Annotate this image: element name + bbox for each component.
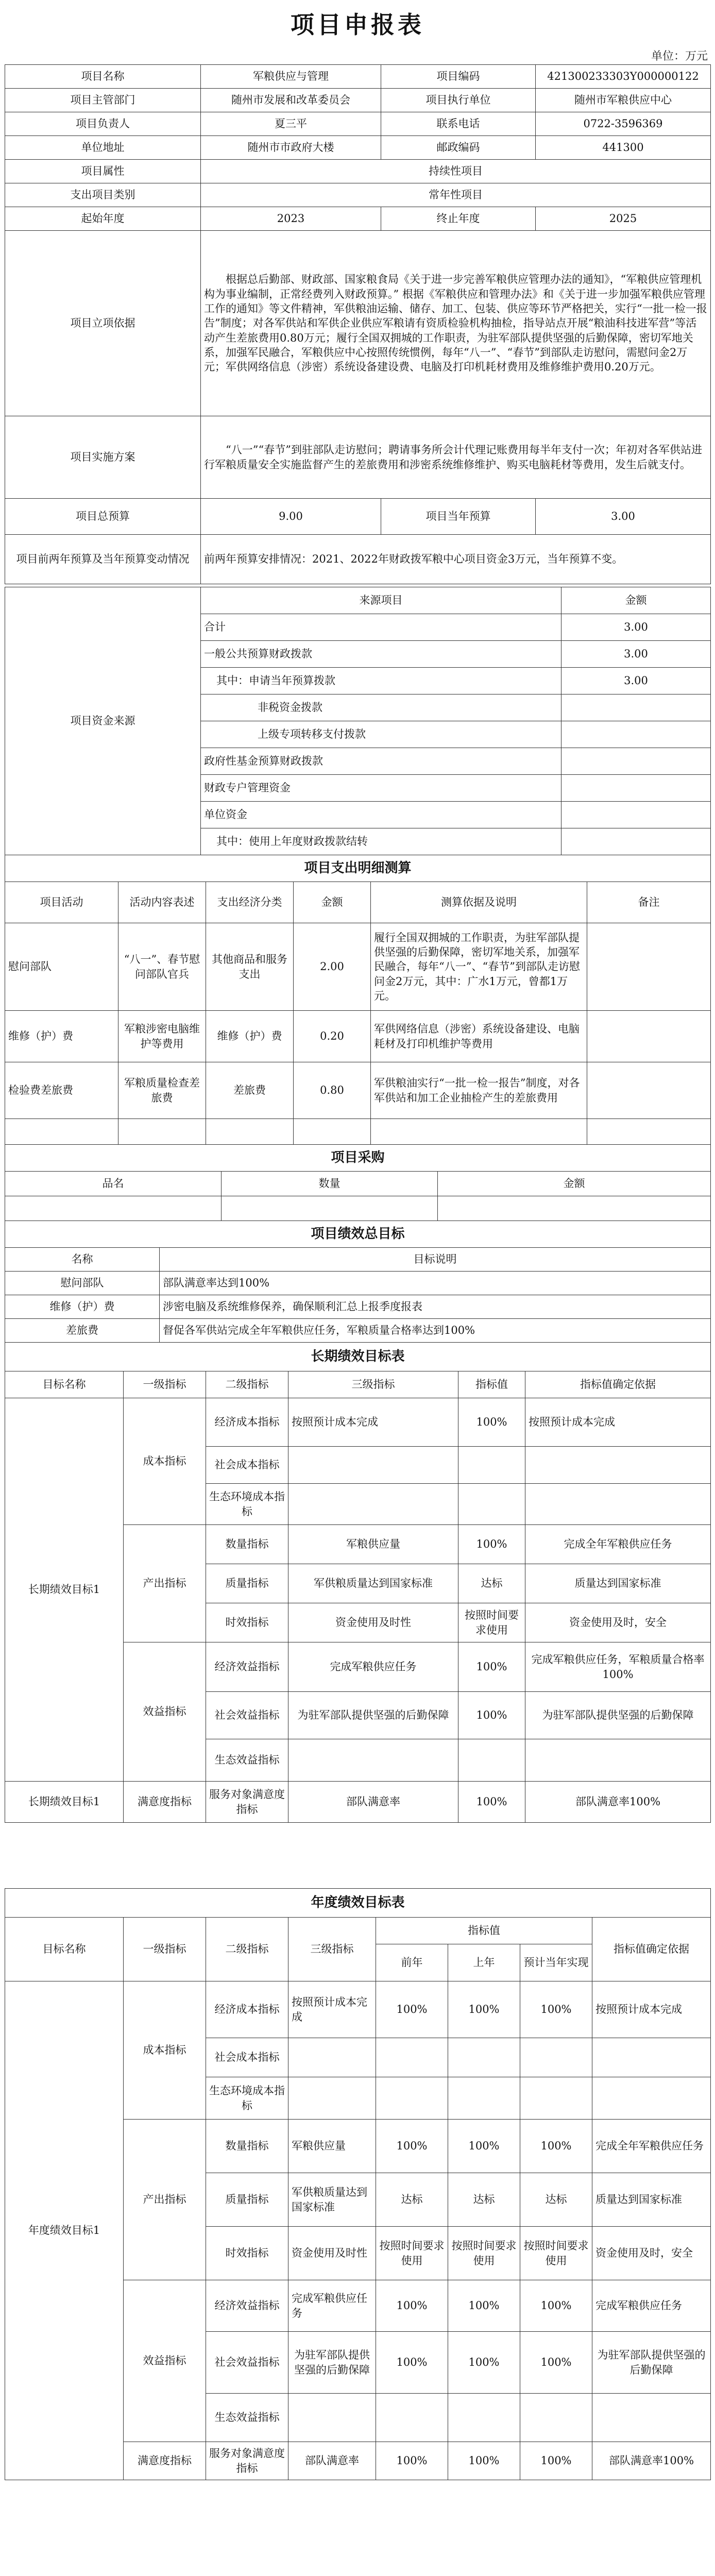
annual-v2: 100% xyxy=(448,2120,520,2173)
annual-v3: 100% xyxy=(520,2442,592,2480)
long-header: 指标值确定依据 xyxy=(525,1371,711,1398)
funding-row: 其中：申请当年预算拨款 xyxy=(201,668,561,694)
annual-header: 二级指标 xyxy=(206,1918,288,1981)
annual-header: 指标值 xyxy=(376,1918,592,1944)
purchase-header: 数量 xyxy=(222,1172,438,1196)
long-l3: 完成军粮供应任务 xyxy=(288,1642,458,1692)
label-total: 项目总预算 xyxy=(5,499,201,535)
annual-l1-benefit: 效益指标 xyxy=(124,2280,206,2442)
expense-class: 差旅费 xyxy=(206,1062,294,1119)
long-l2: 时效指标 xyxy=(206,1603,288,1642)
long-header: 目标名称 xyxy=(5,1371,124,1398)
long-val: 100% xyxy=(458,1525,525,1564)
annual-l2: 社会效益指标 xyxy=(206,2332,288,2394)
expense-note xyxy=(587,923,711,1011)
label-attr: 项目属性 xyxy=(5,160,201,183)
long-val: 达标 xyxy=(458,1564,525,1603)
value-total: 9.00 xyxy=(201,499,381,535)
long-goal: 长期绩效目标1 xyxy=(5,1782,124,1823)
expense-note xyxy=(587,1062,711,1119)
label-code: 项目编码 xyxy=(381,65,536,89)
long-val: 100% xyxy=(458,1642,525,1692)
annual-v2: 100% xyxy=(448,2332,520,2394)
long-val: 100% xyxy=(458,1692,525,1739)
perf-name: 差旅费 xyxy=(5,1319,160,1343)
annual-v1 xyxy=(376,2038,448,2077)
perf-desc: 涉密电脑及系统维修保养，确保顺利汇总上报季度报表 xyxy=(160,1295,711,1319)
funding-row: 合计 xyxy=(201,614,561,641)
expense-basis: 军供网络信息（涉密）系统设备建设、电脑耗材及打印机维护等费用 xyxy=(371,1011,587,1062)
value-attr: 持续性项目 xyxy=(201,160,711,183)
long-l2: 生态环境成本指标 xyxy=(206,1484,288,1525)
long-l2: 生态效益指标 xyxy=(206,1739,288,1782)
annual-v2 xyxy=(448,2077,520,2120)
long-basis: 完成军粮供应任务，军粮质量合格率100% xyxy=(525,1642,711,1692)
annual-v3: 100% xyxy=(520,2120,592,2173)
annual-v3: 100% xyxy=(520,1981,592,2038)
long-header: 一级指标 xyxy=(124,1371,206,1398)
funding-row: 一般公共预算财政拨款 xyxy=(201,641,561,668)
expense-note xyxy=(587,1011,711,1062)
annual-l2: 服务对象满意度指标 xyxy=(206,2442,288,2480)
perf-header-desc: 目标说明 xyxy=(160,1248,711,1272)
annual-v2: 达标 xyxy=(448,2173,520,2227)
long-val xyxy=(458,1484,525,1525)
page-title: 项目申报表 xyxy=(291,11,424,39)
value-code: 421300233303Y000000122 xyxy=(536,65,711,89)
annual-l1-satisfaction: 满意度指标 xyxy=(124,2442,206,2480)
perf-desc: 部队满意率达到100% xyxy=(160,1272,711,1295)
annual-l3: 完成军粮供应任务 xyxy=(288,2280,376,2332)
long-l1-satisfaction: 满意度指标 xyxy=(124,1782,206,1823)
annual-basis: 完成军粮供应任务 xyxy=(592,2280,711,2332)
value-exec: 随州市军粮供应中心 xyxy=(536,89,711,112)
annual-v2 xyxy=(448,2394,520,2442)
expense-header: 测算依据及说明 xyxy=(371,882,587,923)
long-title: 长期绩效目标表 xyxy=(5,1343,711,1371)
annual-l3: 部队满意率 xyxy=(288,2442,376,2480)
long-l2: 质量指标 xyxy=(206,1564,288,1603)
annual-header: 上年 xyxy=(448,1944,520,1981)
long-val: 按照时间要求使用 xyxy=(458,1603,525,1642)
header-amount: 金额 xyxy=(561,587,711,614)
funding-amount: 3.00 xyxy=(561,641,711,668)
long-l1-benefit: 效益指标 xyxy=(124,1642,206,1782)
annual-v1: 100% xyxy=(376,2442,448,2480)
perf-desc: 督促各军供站完成全年军粮供应任务，军粮质量合格率达到100% xyxy=(160,1319,711,1343)
expense-activity: 检验费差旅费 xyxy=(5,1062,118,1119)
perf-header-name: 名称 xyxy=(5,1248,160,1272)
annual-v3 xyxy=(520,2394,592,2442)
label-type: 支出项目类别 xyxy=(5,183,201,207)
annual-basis: 完成全年军粮供应任务 xyxy=(592,2120,711,2173)
funding-row: 财政专户管理资金 xyxy=(201,775,561,802)
annual-l3: 为驻军部队提供坚强的后勤保障 xyxy=(288,2332,376,2394)
annual-v3 xyxy=(520,2038,592,2077)
funding-amount: 3.00 xyxy=(561,668,711,694)
long-l1-output: 产出指标 xyxy=(124,1525,206,1642)
annual-v1 xyxy=(376,2394,448,2442)
unit-label: 单位：万元 xyxy=(651,50,708,63)
label-addr: 单位地址 xyxy=(5,136,201,160)
annual-header: 目标名称 xyxy=(5,1918,124,1981)
funding-row: 非税资金拨款 xyxy=(201,694,561,721)
long-basis: 按照预计成本完成 xyxy=(525,1398,711,1447)
expense-content: 军粮质量检查差旅费 xyxy=(118,1062,206,1119)
long-l3: 为驻军部队提供坚强的后勤保障 xyxy=(288,1692,458,1739)
funding-amount xyxy=(561,721,711,748)
long-term-table xyxy=(5,1342,711,1823)
annual-title: 年度绩效目标表 xyxy=(5,1889,711,1918)
label-prev: 项目前两年预算及当年预算变动情况 xyxy=(5,535,201,584)
annual-l3 xyxy=(288,2077,376,2120)
annual-v2: 100% xyxy=(448,2442,520,2480)
value-phone: 0722-3596369 xyxy=(536,112,711,136)
long-basis: 部队满意率100% xyxy=(525,1782,711,1823)
expense-amount: 2.00 xyxy=(294,923,371,1011)
annual-v3: 100% xyxy=(520,2332,592,2394)
annual-l2: 经济成本指标 xyxy=(206,1981,288,2038)
expense-activity: 慰问部队 xyxy=(5,923,118,1011)
annual-v3: 达标 xyxy=(520,2173,592,2227)
annual-l2: 社会成本指标 xyxy=(206,2038,288,2077)
label-zip: 邮政编码 xyxy=(381,136,536,160)
long-basis xyxy=(525,1447,711,1484)
long-val xyxy=(458,1739,525,1782)
annual-v1: 达标 xyxy=(376,2173,448,2227)
long-header: 指标值 xyxy=(458,1371,525,1398)
long-basis: 为驻军部队提供坚强的后勤保障 xyxy=(525,1692,711,1739)
annual-l2: 经济效益指标 xyxy=(206,2280,288,2332)
long-l3 xyxy=(288,1484,458,1525)
long-goal: 长期绩效目标1 xyxy=(5,1398,124,1782)
label-leader: 项目负责人 xyxy=(5,112,201,136)
annual-basis xyxy=(592,2038,711,2077)
annual-l3: 军供粮质量达到国家标准 xyxy=(288,2173,376,2227)
label-curr: 项目当年预算 xyxy=(381,499,536,535)
annual-v1: 按照时间要求使用 xyxy=(376,2227,448,2280)
annual-l3: 军粮供应量 xyxy=(288,2120,376,2173)
long-l1-cost: 成本指标 xyxy=(124,1398,206,1525)
annual-l1-output: 产出指标 xyxy=(124,2120,206,2280)
header-source: 来源项目 xyxy=(201,587,561,614)
expense-header: 备注 xyxy=(587,882,711,923)
funding-table xyxy=(5,587,711,855)
funding-amount xyxy=(561,828,711,855)
value-zip: 441300 xyxy=(536,136,711,160)
long-basis xyxy=(525,1739,711,1782)
label-dept: 项目主管部门 xyxy=(5,89,201,112)
label-exec: 项目执行单位 xyxy=(381,89,536,112)
funding-amount xyxy=(561,775,711,802)
long-l3: 军供粮质量达到国家标准 xyxy=(288,1564,458,1603)
annual-v2: 按照时间要求使用 xyxy=(448,2227,520,2280)
annual-l3 xyxy=(288,2394,376,2442)
annual-v3: 100% xyxy=(520,2280,592,2332)
expense-class: 其他商品和服务支出 xyxy=(206,923,294,1011)
annual-l2: 时效指标 xyxy=(206,2227,288,2280)
long-l2: 数量指标 xyxy=(206,1525,288,1564)
annual-l1-cost: 成本指标 xyxy=(124,1981,206,2120)
expense-header: 支出经济分类 xyxy=(206,882,294,923)
purchase-title: 项目采购 xyxy=(5,1145,711,1172)
value-basis: 根据总后勤部、财政部、国家粮食局《关于进一步完善军粮供应管理办法的通知》，“军粮供应管理机构为事业编制，正常经费列入财政预算。” 根据《军粮供应和管理办法》和《关于进一步加强军粮供应管理工作的通知》等文件精神，军供粮油运输、储存、加工、包装、供应等环节严格把关，实行“一批一检一报告”制度；对各军供站和军供企业供应军粮请有资质检验机构抽检，指导站点开展“粮油科技进军营”等活动产生差旅费用0.80万元；履行全国双拥城的工作职责，为驻军部队提供坚强的后勤保障，密切军地关系，加强军民融合，军粮供应中心按照传统惯例，每年“八一”、“春节”到部队走访慰问，需慰问金2万元；军供网络信息（涉密）系统设备建设费、电脑及打印机耗材费用及维修维护费用0.20万元。 xyxy=(201,231,711,416)
annual-v1: 100% xyxy=(376,2332,448,2394)
value-addr: 随州市市政府大楼 xyxy=(201,136,381,160)
long-l2: 社会成本指标 xyxy=(206,1447,288,1484)
long-val: 100% xyxy=(458,1782,525,1823)
annual-l2: 数量指标 xyxy=(206,2120,288,2173)
annual-l2: 质量指标 xyxy=(206,2173,288,2227)
value-end: 2025 xyxy=(536,207,711,231)
annual-basis: 质量达到国家标准 xyxy=(592,2173,711,2227)
label-basis: 项目立项依据 xyxy=(5,231,201,416)
annual-basis xyxy=(592,2394,711,2442)
annual-v2: 100% xyxy=(448,2280,520,2332)
purchase-header: 品名 xyxy=(5,1172,222,1196)
annual-header: 预计当年实现 xyxy=(520,1944,592,1981)
long-l3: 按照预计成本完成 xyxy=(288,1398,458,1447)
value-dept: 随州市发展和改革委员会 xyxy=(201,89,381,112)
expense-basis: 军供粮油实行“一批一检一报告”制度，对各军供站和加工企业抽检产生的差旅费用 xyxy=(371,1062,587,1119)
expense-header: 金额 xyxy=(294,882,371,923)
value-name: 军粮供应与管理 xyxy=(201,65,381,89)
long-l2: 社会效益指标 xyxy=(206,1692,288,1739)
annual-v2: 100% xyxy=(448,1981,520,2038)
annual-basis: 按照预计成本完成 xyxy=(592,1981,711,2038)
annual-v3 xyxy=(520,2077,592,2120)
perf-title: 项目绩效总目标 xyxy=(5,1221,711,1248)
perf-name: 维修（护）费 xyxy=(5,1295,160,1319)
funding-row: 其中：使用上年度财政拨款结转 xyxy=(201,828,561,855)
annual-v1 xyxy=(376,2077,448,2120)
funding-amount: 3.00 xyxy=(561,614,711,641)
annual-l3: 资金使用及时性 xyxy=(288,2227,376,2280)
long-l3: 资金使用及时性 xyxy=(288,1603,458,1642)
funding-row: 单位资金 xyxy=(201,802,561,828)
funding-amount xyxy=(561,748,711,775)
annual-header: 一级指标 xyxy=(124,1918,206,1981)
annual-header: 三级指标 xyxy=(288,1918,376,1981)
long-header: 二级指标 xyxy=(206,1371,288,1398)
expense-title: 项目支出明细测算 xyxy=(5,855,711,882)
expense-activity: 维修（护）费 xyxy=(5,1011,118,1062)
label-funding: 项目资金来源 xyxy=(5,587,201,855)
annual-l3: 按照预计成本完成 xyxy=(288,1981,376,2038)
annual-v3: 按照时间要求使用 xyxy=(520,2227,592,2280)
expense-class: 维修（护）费 xyxy=(206,1011,294,1062)
annual-l2: 生态环境成本指标 xyxy=(206,2077,288,2120)
long-header: 三级指标 xyxy=(288,1371,458,1398)
annual-basis: 为驻军部队提供坚强的后勤保障 xyxy=(592,2332,711,2394)
purchase-header: 金额 xyxy=(438,1172,711,1196)
long-l2: 服务对象满意度指标 xyxy=(206,1782,288,1823)
annual-basis: 资金使用及时，安全 xyxy=(592,2227,711,2280)
annual-basis xyxy=(592,2077,711,2120)
basic-info-table xyxy=(5,64,711,584)
value-plan: “八一”“春节”到驻部队走访慰问；聘请事务所会计代理记账费用每半年支付一次；年初对各军供站进行军粮质量安全实施监督产生的差旅费用和涉密系统维修维护、购买电脑耗材等费用，发生后就支付。 xyxy=(201,416,711,499)
annual-header: 前年 xyxy=(376,1944,448,1981)
label-phone: 联系电话 xyxy=(381,112,536,136)
expense-header: 活动内容表述 xyxy=(118,882,206,923)
long-l2: 经济成本指标 xyxy=(206,1398,288,1447)
value-prev: 前两年预算安排情况：2021、2022年财政拨军粮中心项目资金3万元，当年预算不变。 xyxy=(201,535,711,584)
long-basis: 完成全年军粮供应任务 xyxy=(525,1525,711,1564)
funding-amount xyxy=(561,694,711,721)
long-val: 100% xyxy=(458,1398,525,1447)
annual-l2: 生态效益指标 xyxy=(206,2394,288,2442)
label-end: 终止年度 xyxy=(381,207,536,231)
long-basis: 资金使用及时，安全 xyxy=(525,1603,711,1642)
purchase-table xyxy=(5,1144,711,1221)
funding-row: 上级专项转移支付拨款 xyxy=(201,721,561,748)
expense-content: “八一”、春节慰问部队官兵 xyxy=(118,923,206,1011)
expense-header: 项目活动 xyxy=(5,882,118,923)
annual-table xyxy=(5,1888,711,2480)
long-l3: 军粮供应量 xyxy=(288,1525,458,1564)
expense-amount: 0.20 xyxy=(294,1011,371,1062)
funding-row: 政府性基金预算财政拨款 xyxy=(201,748,561,775)
long-l3 xyxy=(288,1739,458,1782)
funding-amount xyxy=(561,802,711,828)
value-type: 常年性项目 xyxy=(201,183,711,207)
expense-basis: 履行全国双拥城的工作职责，为驻军部队提供坚强的后勤保障，密切军地关系，加强军民融合，每年“八一”、“春节”到部队走访慰问金2万元，其中：广水1万元，曾都1万元。 xyxy=(371,923,587,1011)
annual-v1: 100% xyxy=(376,2120,448,2173)
long-val xyxy=(458,1447,525,1484)
perf-goal-table xyxy=(5,1221,711,1343)
long-l2: 经济效益指标 xyxy=(206,1642,288,1692)
value-curr: 3.00 xyxy=(536,499,711,535)
label-name: 项目名称 xyxy=(5,65,201,89)
expense-table xyxy=(5,855,711,1145)
annual-v1: 100% xyxy=(376,2280,448,2332)
long-l3: 部队满意率 xyxy=(288,1782,458,1823)
expense-amount: 0.80 xyxy=(294,1062,371,1119)
perf-name: 慰问部队 xyxy=(5,1272,160,1295)
annual-l3 xyxy=(288,2038,376,2077)
long-basis xyxy=(525,1484,711,1525)
annual-goal: 年度绩效目标1 xyxy=(5,1981,124,2480)
long-basis: 质量达到国家标准 xyxy=(525,1564,711,1603)
label-plan: 项目实施方案 xyxy=(5,416,201,499)
annual-v2 xyxy=(448,2038,520,2077)
value-start: 2023 xyxy=(201,207,381,231)
label-start: 起始年度 xyxy=(5,207,201,231)
annual-v1: 100% xyxy=(376,1981,448,2038)
value-leader: 夏三平 xyxy=(201,112,381,136)
annual-basis: 部队满意率100% xyxy=(592,2442,711,2480)
long-l3 xyxy=(288,1447,458,1484)
expense-content: 军粮涉密电脑维护等费用 xyxy=(118,1011,206,1062)
annual-header: 指标值确定依据 xyxy=(592,1918,711,1981)
